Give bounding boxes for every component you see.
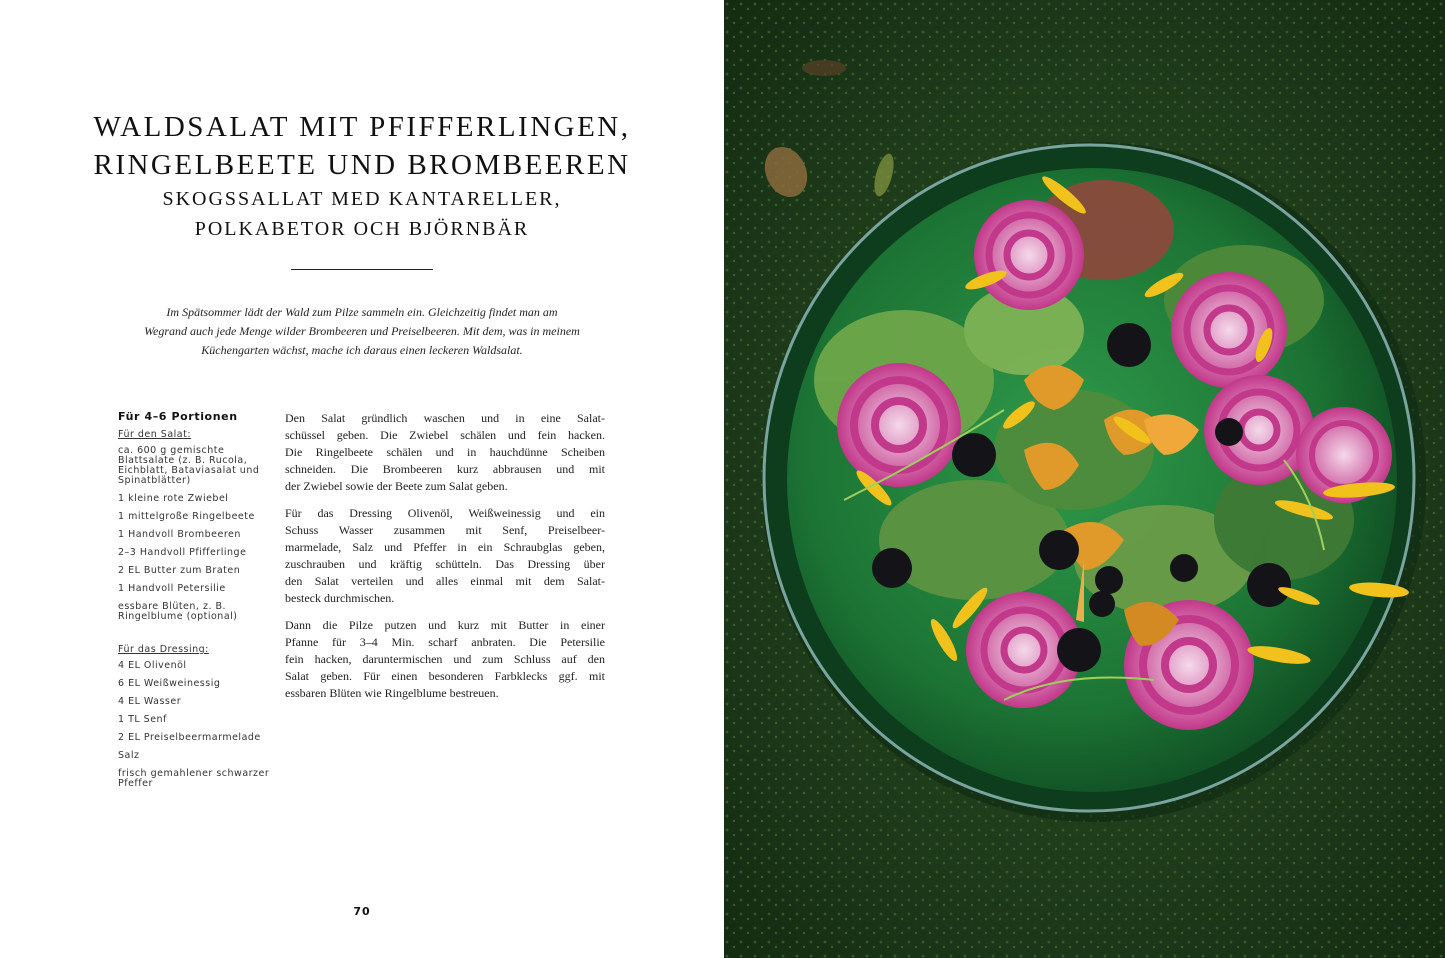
intro-text [118, 303, 606, 360]
method-line: Pfanne für 3–4 Min. scharf anbraten. Die Petersilie [285, 635, 605, 649]
method-line: Für das Dressing Olivenöl, Weißweinessig und ein [285, 506, 605, 520]
servings-heading: Für 4–6 Portionen [118, 410, 238, 423]
ingredient-item: 2 EL Butter zum Braten [118, 565, 241, 576]
method-line: zuschrauben und kräftig schütteln. Das Dressing über [285, 557, 605, 571]
ingredient-item: 2–3 Handvoll Pfifferlinge [118, 547, 247, 558]
method-line: Dann die Pilze putzen und kurz mit Butter in einer [285, 618, 605, 632]
title-german-line1: WALDSALAT MIT PFIFFERLINGEN, [93, 111, 631, 143]
intro-line: Küchengarten wächst, mache ich daraus einen leckeren Waldsalat. [201, 343, 523, 357]
title-german-line2: RINGELBEETE UND BROMBEEREN [93, 149, 631, 181]
method-line: Den Salat gründlich waschen und in eine Salat- [285, 411, 605, 425]
intro-line: Im Spätsommer lädt der Wald zum Pilze sammeln ein. Gleichzeitig findet man am [166, 305, 558, 319]
ingredient-item: 2 EL Preiselbeermarmelade [118, 732, 261, 743]
ingredient-item: 1 Handvoll Petersilie [118, 583, 226, 594]
method-line: essbaren Blüten wie Ringelblume bestreuen. [285, 686, 499, 700]
method-line: den Salat verteilen und alles einmal mit dem Salat- [285, 574, 605, 588]
ingredients-list [118, 410, 278, 797]
ingredient-item: ca. 600 g gemischte Blattsalate (z. B. Rucola, Eichblatt, Bataviasalat und Spinatblätter) [118, 445, 260, 486]
ingredient-item: frisch gemahlener schwarzer Pfeffer [118, 768, 270, 789]
recipe-title [0, 108, 724, 244]
ingredient-item: 1 mittelgroße Ringelbeete [118, 511, 255, 522]
dressing-subheading: Für das Dressing: [118, 644, 209, 655]
ingredient-item: 4 EL Wasser [118, 696, 182, 707]
method-line: der Zwiebel sowie der Beete zum Salat geben. [285, 479, 508, 493]
method-line: Salat geben. Für einen besonderen Farbklecks ggf. mit [285, 669, 605, 683]
ingredient-item: 1 Handvoll Brombeeren [118, 529, 241, 540]
method-line: marmelade, Salz und Pfeffer in ein Schraubglas geben, [285, 540, 605, 554]
intro-line: Wegrand auch jede Menge wilder Brombeeren und Preiselbeeren. Mit dem, was in meinem [144, 324, 580, 338]
ingredient-item: Salz [118, 750, 140, 761]
salad-bowl-illustration [724, 0, 1445, 958]
method-line: besteck durchmischen. [285, 591, 395, 605]
title-swedish-line1: SKOGSSALLAT MED KANTARELLER, [162, 188, 562, 210]
method-line: Schuss Wasser zusammen mit Senf, Preiselbeer- [285, 523, 605, 537]
salad-photo [724, 0, 1445, 958]
method-line: schneiden. Die Brombeeren kurz abbrausen und mit [285, 462, 605, 476]
method-line: schüssel geben. Die Zwiebel schälen und fein hacken. [285, 428, 605, 442]
method-text [285, 410, 605, 712]
title-swedish-line2: POLKABETOR OCH BJÖRNBÄR [194, 218, 530, 240]
ingredient-item: 1 TL Senf [118, 714, 167, 725]
ingredient-item: 6 EL Weißweinessig [118, 678, 221, 689]
method-paragraph-1 [285, 410, 605, 495]
ingredient-item: 4 EL Olivenöl [118, 660, 187, 671]
method-line: Die Ringelbeete schälen und in hauchdünne Scheiben [285, 445, 605, 459]
title-divider [291, 269, 433, 270]
ingredient-item: essbare Blüten, z. B. Ringelblume (optional) [118, 601, 238, 622]
ingredient-item: 1 kleine rote Zwiebel [118, 493, 229, 504]
method-paragraph-3 [285, 617, 605, 702]
page-number: 70 [353, 905, 371, 918]
method-line: fein hacken, daruntermischen und zum Schluss auf den [285, 652, 605, 666]
salad-subheading: Für den Salat: [118, 429, 192, 440]
method-paragraph-2 [285, 505, 605, 607]
